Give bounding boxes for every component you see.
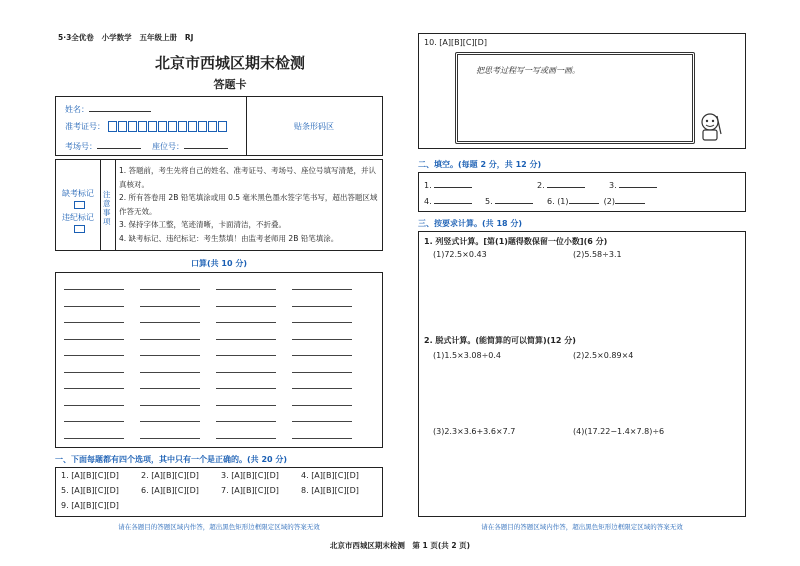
stepwise-calc-2: (2)2.5×0.89×4 <box>573 351 634 360</box>
choice-number: 1. <box>61 471 69 480</box>
section1-answer-box <box>55 467 383 517</box>
fill-5[interactable]: 5. <box>485 195 533 206</box>
choice-number: 9. <box>61 501 69 510</box>
choice-options[interactable]: [A][B][C][D] <box>231 471 279 480</box>
stepwise-calc-3: (3)2.3×3.6+3.6×7.7 <box>433 427 516 436</box>
room-field[interactable] <box>65 140 141 152</box>
oral-answer-line[interactable] <box>292 438 352 439</box>
student-mascot-icon <box>697 112 723 142</box>
fill-6[interactable]: 6. (1) (2) <box>547 195 645 206</box>
q10-number: 10. <box>424 38 437 47</box>
oral-answer-line[interactable] <box>64 322 124 323</box>
oral-answer-line[interactable] <box>140 421 200 422</box>
section3-title: 三、按要求计算。(共 18 分) <box>418 219 523 228</box>
series-name: 5·3全优卷 <box>58 33 94 42</box>
q10-box <box>418 33 746 149</box>
choice-item[interactable] <box>141 486 199 495</box>
oral-answer-line[interactable] <box>140 405 200 406</box>
violation-mark[interactable] <box>62 212 94 235</box>
oral-answer-line[interactable] <box>292 372 352 373</box>
oral-answer-line[interactable] <box>140 339 200 340</box>
oral-answer-line[interactable] <box>292 289 352 290</box>
choice-number: 8. <box>301 486 309 495</box>
oral-answer-line[interactable] <box>64 405 124 406</box>
violation-checkbox[interactable] <box>74 225 85 233</box>
choice-item[interactable] <box>61 471 119 480</box>
oral-answer-line[interactable] <box>64 306 124 307</box>
oral-answer-line[interactable] <box>216 322 276 323</box>
choice-item[interactable] <box>61 486 119 495</box>
oral-answer-line[interactable] <box>140 355 200 356</box>
oral-answer-line[interactable] <box>140 306 200 307</box>
absent-checkbox[interactable] <box>74 201 85 209</box>
absent-mark[interactable] <box>62 188 94 211</box>
oral-answer-line[interactable] <box>140 438 200 439</box>
notes-side-label: 注意事项 <box>103 190 111 226</box>
oral-answer-line[interactable] <box>216 388 276 389</box>
section2-title: 二、填空。(每题 2 分，共 12 分) <box>418 160 542 169</box>
choice-options[interactable]: [A][B][C][D] <box>71 501 119 510</box>
oral-answer-line[interactable] <box>216 289 276 290</box>
edition: RJ <box>184 33 194 42</box>
exam-no-label: 准考证号： <box>65 122 105 131</box>
oral-answer-line[interactable] <box>216 405 276 406</box>
seat-label: 座位号： <box>152 142 184 151</box>
fill-1[interactable]: 1. <box>424 179 472 190</box>
choice-number: 6. <box>141 486 149 495</box>
oral-answer-line[interactable] <box>292 355 352 356</box>
name-field[interactable] <box>65 103 151 115</box>
oral-answer-line[interactable] <box>140 388 200 389</box>
choice-item[interactable] <box>221 486 279 495</box>
violation-label: 违纪标记 <box>62 213 94 222</box>
choice-options[interactable]: [A][B][C][D] <box>71 486 119 495</box>
notes-list <box>119 164 379 245</box>
oral-answer-line[interactable] <box>216 306 276 307</box>
oral-answer-line[interactable] <box>64 438 124 439</box>
fill-3[interactable]: 3. <box>609 179 657 190</box>
choice-item[interactable] <box>301 471 359 480</box>
oral-title: 口算(共 10 分) <box>190 259 247 268</box>
choice-options[interactable]: [A][B][C][D] <box>151 471 199 480</box>
stepwise-calc-1: (1)1.5×3.08÷0.4 <box>433 351 501 360</box>
grade: 五年级上册 <box>139 33 177 42</box>
footer-warning-left: 请在各题目的答题区域内作答，超出黑色矩形边框限定区域的答案无效 <box>118 523 320 531</box>
choice-options[interactable]: [A][B][C][D] <box>231 486 279 495</box>
choice-number: 7. <box>221 486 229 495</box>
footer-warning-right: 请在各题目的答题区域内作答，超出黑色矩形边框限定区域的答案无效 <box>481 523 683 531</box>
page-subtitle: 答题卡 <box>213 78 247 91</box>
oral-answer-line[interactable] <box>64 388 124 389</box>
oral-answer-line[interactable] <box>292 405 352 406</box>
oral-answer-line[interactable] <box>64 372 124 373</box>
oral-answer-line[interactable] <box>140 322 200 323</box>
section3-answer-box[interactable] <box>418 231 746 517</box>
oral-answer-line[interactable] <box>64 339 124 340</box>
choice-options[interactable]: [A][B][C][D] <box>311 471 359 480</box>
choice-number: 3. <box>221 471 229 480</box>
oral-answer-line[interactable] <box>216 421 276 422</box>
stepwise-calc-title: 2. 脱式计算。(能简算的可以简算)(12 分) <box>424 336 576 345</box>
note-item: 1. 答题前，考生先将自己的姓名、准考证号、考场号、座位号填写清楚，并认真核对。 <box>119 166 377 189</box>
vertical-calc-2: (2)5.58÷3.1 <box>573 250 622 259</box>
notes-box <box>55 159 383 251</box>
choice-options[interactable]: [A][B][C][D] <box>311 486 359 495</box>
oral-answer-line[interactable] <box>64 289 124 290</box>
oral-answer-line[interactable] <box>292 421 352 422</box>
name-label: 姓名： <box>65 105 89 114</box>
oral-answer-line[interactable] <box>216 372 276 373</box>
vertical-calc-title: 1. 列竖式计算。[第(1)题得数保留一位小数](6 分) <box>424 237 608 246</box>
student-info-box <box>55 96 383 156</box>
oral-answer-box <box>55 272 383 448</box>
oral-answer-line[interactable] <box>292 322 352 323</box>
choice-item[interactable] <box>221 471 279 480</box>
header-meta <box>58 32 193 43</box>
section1-title: 一、下面每题都有四个选项，其中只有一个是正确的。(共 20 分) <box>55 455 288 464</box>
stepwise-calc-4: (4)(17.22−1.4×7.8)÷6 <box>573 427 665 436</box>
choice-item[interactable] <box>301 486 359 495</box>
choice-item[interactable] <box>61 501 119 510</box>
choice-options[interactable]: [A][B][C][D] <box>71 471 119 480</box>
page-title: 北京市西城区期末检测 <box>154 54 305 72</box>
oral-answer-line[interactable] <box>216 339 276 340</box>
choice-number: 2. <box>141 471 149 480</box>
absent-label: 缺考标记 <box>62 189 94 198</box>
q10-hint: 把思考过程写一写或画一画。 <box>476 66 580 75</box>
q10-header <box>424 38 487 47</box>
subject: 小学数学 <box>101 33 132 42</box>
oral-answer-line[interactable] <box>64 421 124 422</box>
oral-answer-line[interactable] <box>292 306 352 307</box>
oral-answer-line[interactable] <box>216 355 276 356</box>
oral-answer-line[interactable] <box>292 388 352 389</box>
choice-number: 5. <box>61 486 69 495</box>
q10-scratch-frame[interactable] <box>455 52 695 144</box>
oral-answer-line[interactable] <box>140 372 200 373</box>
page-number: 北京市西城区期末检测 第 1 页(共 2 页) <box>329 541 471 550</box>
fill-2[interactable]: 2. <box>537 179 585 190</box>
room-label: 考场号： <box>65 142 97 151</box>
seat-field[interactable] <box>152 140 228 152</box>
vertical-calc-1: (1)72.5×0.43 <box>433 250 487 259</box>
oral-answer-line[interactable] <box>292 339 352 340</box>
note-item: 4. 缺考标记、违纪标记：考生禁填！由监考老师用 2B 铅笔填涂。 <box>119 233 339 243</box>
q10-options[interactable]: [A][B][C][D] <box>439 38 487 47</box>
choice-number: 4. <box>301 471 309 480</box>
choice-item[interactable] <box>141 471 199 480</box>
note-item: 3. 保持字体工整，笔迹清晰，卡面清洁，不折叠。 <box>119 220 287 229</box>
section2-answer-box <box>418 172 746 212</box>
oral-answer-line[interactable] <box>64 355 124 356</box>
exam-no-field[interactable] <box>65 121 228 132</box>
oral-answer-line[interactable] <box>216 438 276 439</box>
oral-answer-line[interactable] <box>140 289 200 290</box>
choice-options[interactable]: [A][B][C][D] <box>151 486 199 495</box>
barcode-area: 贴条形码区 <box>294 122 334 131</box>
note-item: 2. 所有答卷用 2B 铅笔填涂或用 0.5 毫米黑色墨水签字笔书写，超出答题区域作答无效。 <box>119 193 378 216</box>
fill-4[interactable]: 4. <box>424 195 472 206</box>
